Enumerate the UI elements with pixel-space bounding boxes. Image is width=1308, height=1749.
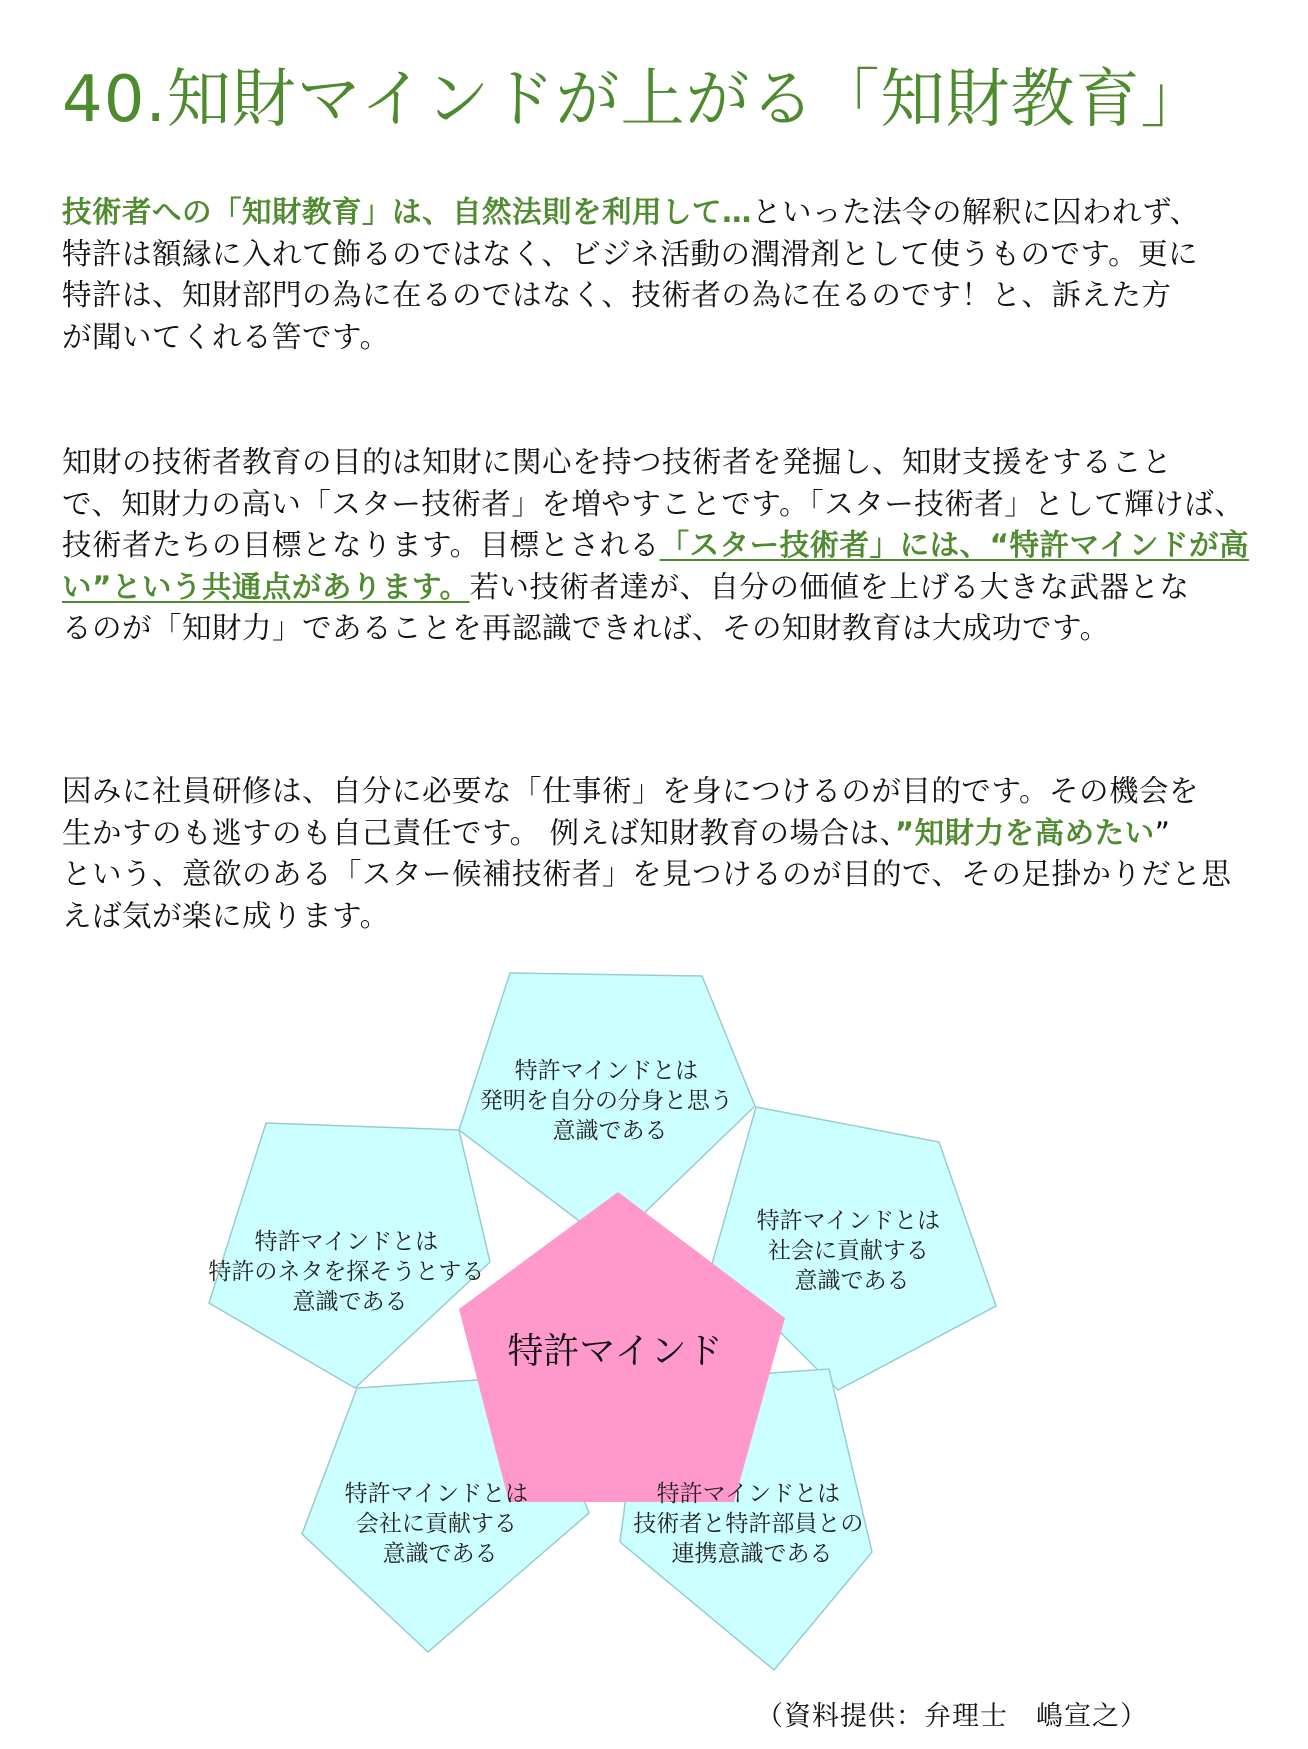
node-text-line: 特許マインドとは	[344, 1481, 529, 1507]
node-text-line: 特許マインドとは	[756, 1208, 941, 1234]
paragraph-3-line-4: えば気が楽に成ります。	[62, 898, 390, 933]
text-span: 技術者たちの目標となります。目標とされる	[62, 528, 660, 562]
text-span: 若い技術者達が、自分の価値を上げる大きな武器とな	[469, 569, 1190, 604]
node-text-line: 意識である	[292, 1289, 408, 1315]
paragraph-1-line-2: 特許は額縁に入れて飾るのではなく、ビジネ活動の潤滑剤として使うものです。更に	[62, 236, 1199, 271]
paragraph-2-line-5: るのが「知財力」であることを再認識できれば、その知財教育は大成功です。	[62, 611, 1110, 645]
node-text-line: 社会に貢献する	[767, 1238, 929, 1264]
credit-line: （資料提供：弁理士 嶋宣之）	[756, 1701, 1148, 1732]
highlight-text: ”知財力を高めたい	[894, 815, 1155, 850]
node-text-line: 発明を自分の分身と思う	[479, 1088, 733, 1114]
node-text-line: 特許のネタを探そうとする	[208, 1259, 485, 1285]
paragraph-1	[62, 192, 1262, 358]
text-span: 生かすのも逃すのも自己責任です。 例えば知財教育の場合は、	[62, 815, 895, 850]
paragraph-1-line-4: が聞いてくれる筈です。	[62, 319, 390, 354]
paragraph-1-line-3: 特許は、知財部門の為に在るのではなく、技術者の為に在るのです！と、訴えた方	[62, 278, 1172, 312]
paragraph-2-line-1: 知財の技術者教育の目的は知財に関心を持つ技術者を発掘し、知財支援をすること	[62, 445, 1173, 479]
node-text-line: 技術者と特許部員との	[633, 1511, 864, 1537]
text-span: ”	[1154, 815, 1171, 850]
paragraph-3-line-1: 因みに社員研修は、自分に必要な「仕事術」を身につけるのが目的です。その機会を	[62, 774, 1200, 808]
highlight-text: 技術者への「知財教育」は、自然法則を利用して…	[62, 195, 753, 229]
paragraph-2-line-4	[62, 567, 1262, 609]
node-text-line: 意識である	[382, 1541, 498, 1567]
highlight-underlined-text: 「スター技術者」には、“特許マインドが高	[659, 528, 1249, 562]
node-text-line: 連携意識である	[671, 1541, 833, 1567]
paragraph-3	[62, 771, 1262, 937]
node-pentagon-left	[209, 1123, 490, 1388]
text-span: といった法令の解釈に囚われず、	[752, 195, 1200, 229]
page-title: 40.知財マインドが上がる「知財教育」	[62, 63, 1206, 137]
node-text-line: 意識である	[794, 1268, 910, 1294]
highlight-underlined-text: い”という共通点があります。	[62, 569, 470, 604]
node-text-line: 意識である	[552, 1118, 668, 1144]
patent-mind-diagram	[0, 960, 1308, 1680]
paragraph-2-line-2: で、知財力の高い「スター技術者」を増やすことです。「スター技術者」として輝けば、	[62, 486, 1245, 521]
node-text-line: 特許マインドとは	[514, 1058, 699, 1084]
paragraph-2-line-3	[62, 525, 1262, 567]
node-text-line: 特許マインドとは	[254, 1229, 439, 1255]
paragraph-3-line-3: という、意欲のある「スター候補技術者」を見つけるのが目的で、その足掛かりだと思	[62, 857, 1232, 891]
node-text-line: 特許マインドとは	[656, 1481, 841, 1507]
paragraph-2	[62, 442, 1262, 650]
center-text: 特許マインド	[507, 1331, 723, 1372]
paragraph-3-line-2	[62, 813, 1262, 855]
node-text-line: 会社に貢献する	[355, 1511, 517, 1537]
paragraph-1-line-1	[62, 192, 1262, 234]
